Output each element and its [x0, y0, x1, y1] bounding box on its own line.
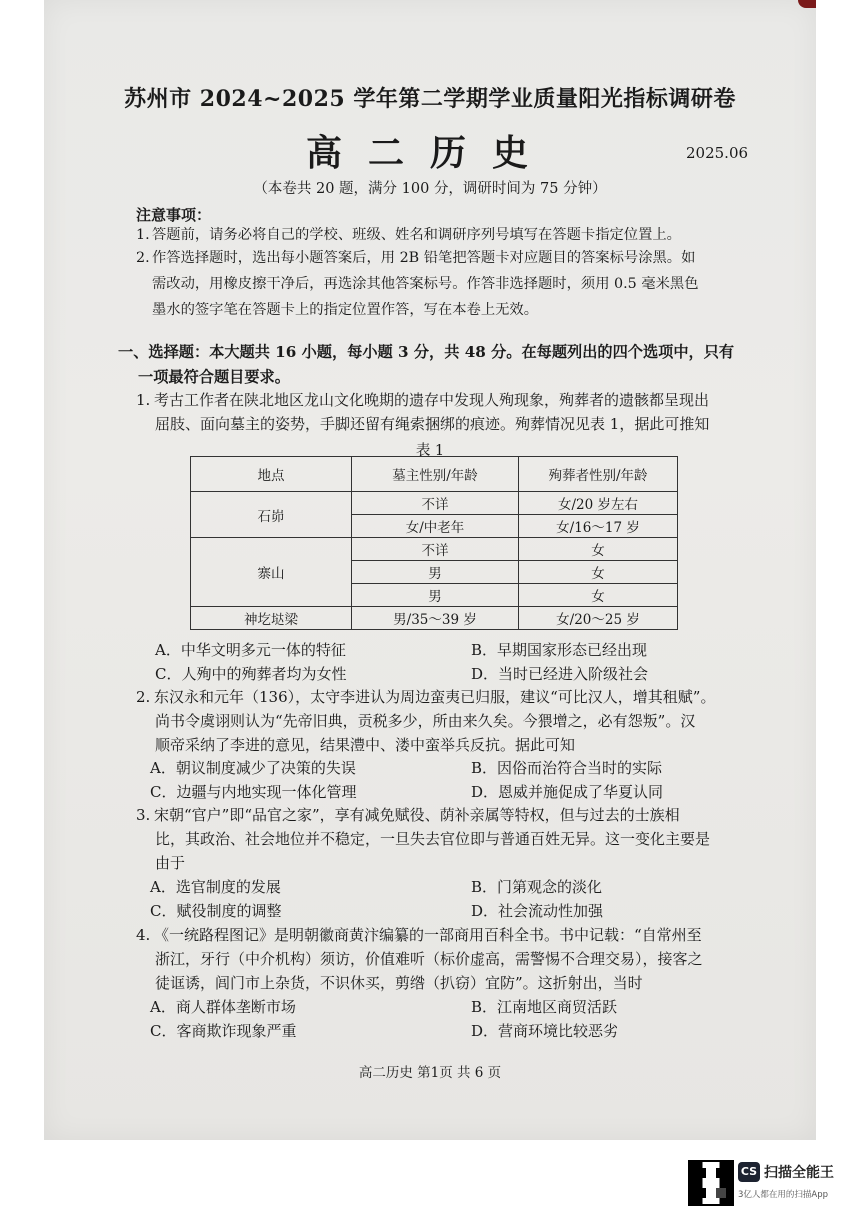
exam-info: （本卷共 20 题，满分 100 分，调研时间为 75 分钟） — [253, 181, 607, 197]
option-a: A．中华文明多元一体的特征 — [155, 641, 346, 659]
table-cell: 男/35～39 岁 — [352, 607, 519, 630]
burial-table — [190, 456, 678, 630]
option-a: A．商人群体垄断市场 — [150, 998, 296, 1016]
table-cell: 女/中老年 — [352, 515, 519, 538]
notes-heading: 注意事项： — [136, 206, 212, 224]
note-text: 答题前，请务必将自己的学校、班级、姓名和调研序列号填写在答题卡指定位置上。 — [152, 227, 681, 243]
note-number: 2. — [136, 250, 150, 266]
note-text: 需改动，用橡皮擦干净后，再选涂其他答案标号。作答非选择题时，须用 0.5 毫米黑色 — [152, 276, 699, 292]
option-c: C．客商欺诈现象严重 — [150, 1022, 297, 1040]
page-footer: 高二历史 第1页 共 6 页 — [358, 1065, 502, 1081]
table-header: 墓主性别/年龄 — [352, 457, 519, 492]
table-row — [191, 607, 678, 630]
table-cell: 女/20～25 岁 — [519, 607, 678, 630]
table-cell-place: 石峁 — [191, 492, 352, 538]
question-text: 顺帝采纳了李进的意见，结果澧中、溇中蛮举兵反抗。据此可知 — [155, 736, 576, 754]
question-text: 徒诓诱，闾门市上杂货，不识休买，剪绺（扒窃）宜防”。这折射出，当时 — [155, 974, 643, 992]
option-a: A．朝议制度减少了决策的失误 — [150, 759, 356, 777]
question-number: 2. — [136, 688, 151, 706]
option-c: C．边疆与内地实现一体化管理 — [150, 783, 357, 801]
note-item — [136, 245, 746, 323]
qr-code-icon — [688, 1160, 734, 1206]
note-text: 墨水的签字笔在答题卡上的指定位置作答，写在本卷上无效。 — [152, 302, 539, 318]
question-number: 1. — [136, 391, 151, 409]
question-text: 考古工作者在陕北地区龙山文化晚期的遗存中发现人殉现象，殉葬者的遗骸都呈现出 — [154, 391, 710, 409]
option-d: D．社会流动性加强 — [471, 902, 604, 920]
table-cell-place: 寨山 — [191, 538, 352, 607]
table-header: 殉葬者性别/年龄 — [519, 457, 678, 492]
table-header-row — [191, 457, 678, 492]
option-b: B．早期国家形态已经出现 — [471, 641, 648, 659]
section-line: 一、选择题：本大题共 16 小题，每小题 3 分，共 48 分。在每题列出的四个选项中，只有 — [118, 343, 735, 361]
question-number: 3. — [136, 806, 151, 824]
question-number: 4. — [136, 926, 151, 944]
table-header: 地点 — [191, 457, 352, 492]
table-cell: 不详 — [352, 538, 519, 561]
options-q2 — [150, 756, 755, 804]
question-text: 比，其政治、社会地位并不稳定，一旦失去官位即与普通百姓无异。这一变化主要是 — [155, 830, 711, 848]
note-number: 1. — [136, 227, 150, 243]
subject-title: 高二历史 — [305, 132, 554, 174]
table-row — [191, 538, 678, 561]
option-d: D．当时已经进入阶级社会 — [471, 665, 649, 683]
table-caption: 表 1 — [415, 443, 445, 459]
options-q1 — [155, 638, 755, 686]
scanner-app-name: 扫描全能王 — [764, 1165, 834, 1181]
exam-title: 苏州市 2024~2025 学年第二学期学业质量阳光指标调研卷 — [124, 86, 736, 112]
question-text: 尚书令虞诩则认为“先帝旧典，贡税多少，所由来久矣。今猥增之，必有怨叛”。汉 — [155, 712, 696, 730]
table-cell: 不详 — [352, 492, 519, 515]
option-b: B．因俗而治符合当时的实际 — [471, 759, 663, 777]
section-line: 一项最符合题目要求。 — [138, 368, 290, 386]
question-3 — [136, 803, 740, 875]
question-text: 屈肢、面向墓主的姿势，手脚还留有绳索捆绑的痕迹。殉葬情况见表 1，据此可推知 — [155, 415, 710, 433]
option-d: D．恩威并施促成了华夏认同 — [471, 783, 664, 801]
section-heading — [118, 340, 758, 390]
note-text: 作答选择题时，选出每小题答案后，用 2B 铅笔把答题卡对应题目的答案标号涂黑。如 — [152, 250, 696, 266]
question-text: 东汉永和元年（136），太守李进认为周边蛮夷已归服，建议“可比汉人，增其租赋”。 — [154, 688, 716, 706]
options-q3 — [150, 875, 755, 923]
table-cell-place: 神圪垯梁 — [191, 607, 352, 630]
table-cell: 女 — [519, 538, 678, 561]
table-cell: 女/20 岁左右 — [519, 492, 678, 515]
option-c: C．赋役制度的调整 — [150, 902, 282, 920]
table-cell: 女 — [519, 561, 678, 584]
option-d: D．营商环境比较恶劣 — [471, 1022, 619, 1040]
option-a: A．选官制度的发展 — [150, 878, 281, 896]
question-2 — [136, 685, 740, 757]
table-cell: 男 — [352, 584, 519, 607]
question-text: 《一统路程图记》是明朝徽商黄汴编纂的一部商用百科全书。书中记载：“自常州至 — [154, 926, 702, 944]
table-cell: 男 — [352, 561, 519, 584]
question-text: 浙江，牙行（中介机构）须访，价值难听（标价虚高，需警惕不合理交易），接客之 — [155, 950, 703, 968]
option-c: C．人殉中的殉葬者均为女性 — [155, 665, 347, 683]
cs-logo-icon: CS — [738, 1162, 760, 1182]
question-1 — [136, 388, 740, 436]
exam-date: 2025.06 — [686, 144, 749, 162]
options-q4 — [150, 995, 755, 1043]
option-b: B．江南地区商贸活跃 — [471, 998, 618, 1016]
question-text: 宋朝“官户”即“品官之家”，享有减免赋役、荫补亲属等特权，但与过去的士族相 — [154, 806, 680, 824]
question-text: 由于 — [155, 854, 186, 872]
table-cell: 女 — [519, 584, 678, 607]
table-row — [191, 492, 678, 515]
question-4 — [136, 923, 740, 995]
scanner-app-tagline: 3亿人都在用的扫描App — [738, 1190, 829, 1200]
table-cell: 女/16～17 岁 — [519, 515, 678, 538]
option-b: B．门第观念的淡化 — [471, 878, 603, 896]
